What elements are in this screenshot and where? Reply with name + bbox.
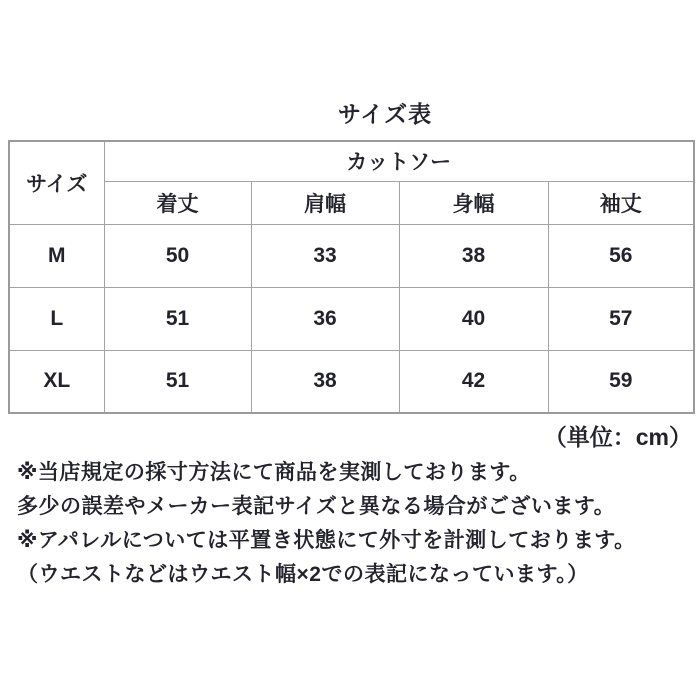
note-line-waist-notation: （ウエストなどはウエスト幅×2での表記になっています。） [17, 563, 589, 586]
measurement-value: 57 [548, 287, 694, 350]
measurement-value: 42 [399, 350, 548, 413]
category-header: カットソー [104, 141, 694, 181]
note-line-measurement-method: ※当店規定の採寸方法にて商品を実測しております。 [17, 461, 531, 484]
table-header-row-category [9, 141, 694, 181]
measurement-value: 38 [251, 350, 399, 413]
measure-header-sleeve-length: 袖丈 [548, 181, 694, 224]
page-title: サイズ表 [337, 101, 433, 127]
measurement-value: 59 [548, 350, 694, 413]
size-table [8, 140, 695, 414]
measurement-value: 36 [251, 287, 399, 350]
measure-header-shoulder-width: 肩幅 [251, 181, 399, 224]
notes-section [17, 456, 689, 592]
table-row [9, 350, 694, 413]
measurement-value: 40 [399, 287, 548, 350]
measurement-value: 51 [104, 350, 251, 413]
table-row [9, 224, 694, 287]
table-header-row-measures [9, 181, 694, 224]
note-line-flat-measurement: ※アパレルについては平置き状態にて外寸を計測しております。 [17, 529, 636, 552]
measurement-value: 56 [548, 224, 694, 287]
measure-header-body-length: 着丈 [104, 181, 251, 224]
measurement-value: 51 [104, 287, 251, 350]
table-row [9, 287, 694, 350]
measurement-value: 33 [251, 224, 399, 287]
measure-header-body-width: 身幅 [399, 181, 548, 224]
measurement-value: 38 [399, 224, 548, 287]
size-label: M [9, 224, 104, 287]
size-label: XL [9, 350, 104, 413]
measurement-value: 50 [104, 224, 251, 287]
unit-label: （単位：cm） [543, 424, 692, 450]
size-column-header: サイズ [9, 141, 104, 224]
note-line-tolerance: 多少の誤差やメーカー表記サイズと異なる場合がございます。 [17, 495, 616, 518]
size-label: L [9, 287, 104, 350]
